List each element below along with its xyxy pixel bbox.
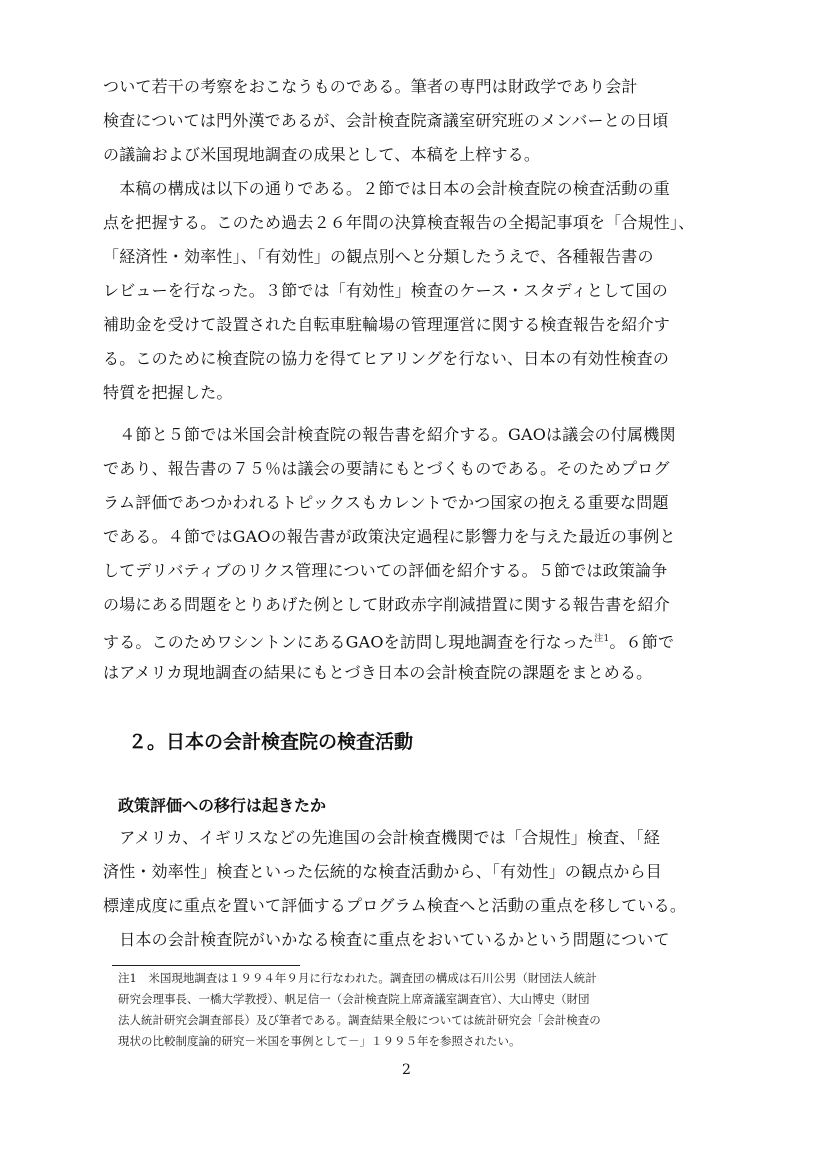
page-number: 2 (402, 1062, 411, 1078)
body-line: の場にある問題をとりあげた例として財政赤字削減措置に関する報告書を紹介 (103, 595, 671, 614)
body-line: 特質を把握した。 (103, 383, 233, 402)
section-line: アメリカ、イギリスなどの先進国の会計検査機関では「合規性」検査、「経 (103, 828, 660, 847)
section-heading: ２。日本の会計検査院の検査活動 (128, 731, 414, 753)
body-line-text: する。このためワシントンにあるGAOを訪問し現地調査を行なった (103, 632, 595, 652)
body-line: 本稿の構成は以下の通りである。２節では日本の会計検査院の検査活動の重 (103, 179, 671, 198)
body-line: はアメリカ現地調査の結果にもとづき日本の会計検査院の課題をまとめる。 (103, 663, 653, 682)
body-line: 補助金を受けて設置された自転車駐輪場の管理運営に関する検査報告を紹介す (103, 315, 671, 334)
body-line: る。このために検査院の協力を得てヒアリングを行ない、日本の有効性検査の (103, 349, 670, 368)
body-line: レビューを行なった。３節では「有効性」検査のケース・スタディとして国の (103, 281, 668, 300)
body-line: ４節と５節では米国会計検査院の報告書を紹介する。GAOは議会の付属機関 (103, 425, 676, 444)
footnote-line: 法人統計研究会調査部長）及び筆者である。調査結果全般については統計研究会「会計検査の (118, 1013, 601, 1027)
footnote-rule (112, 965, 300, 966)
body-line: 点を把握する。このため過去２６年間の決算検査報告の全掲記事項を「合規性」、 (103, 213, 695, 232)
body-line: ついて若干の考察をおこなうものである。筆者の専門は財政学であり会計 (103, 77, 638, 96)
footnote-marker: 注1 (594, 634, 610, 644)
body-line-with-footnote (103, 628, 674, 653)
body-line: 「経済性・効率性」、「有効性」の観点別へと分類したうえで、各種報告書の (103, 247, 654, 266)
body-line: であり、報告書の７５％は議会の要請にもとづくものである。そのためプログ (103, 459, 670, 478)
body-line: ラム評価であつかわれるトピックスもカレントでかつ国家の抱える重要な問題 (103, 493, 669, 512)
section-line: 日本の会計検査院がいかなる検査に重点をおいているかという問題について (103, 930, 670, 949)
body-line: してデリバティブのリクス管理についての評価を紹介する。５節では政策論争 (103, 561, 668, 580)
section-line: 標達成度に重点を置いて評価するプログラム検査へと活動の重点を移している。 (103, 896, 687, 915)
body-line-tail: 。６節で (609, 632, 675, 652)
body-line: 検査については門外漢であるが、会計検査院斎議室研究班のメンバーとの日頃 (103, 111, 669, 130)
subheading: 政策評価への移行は起きたか (118, 796, 327, 815)
footnote-line: 注1 米国現地調査は１９９４年９月に行なわれた。調査団の構成は石川公男（財団法人統計 (118, 971, 597, 985)
footnote-line: 現状の比較制度論的研究－米国を事例として－」１９９５年を参照されたい。 (118, 1034, 521, 1048)
body-line: である。４節ではGAOの報告書が政策決定過程に影響力を与えた最近の事例と (103, 527, 676, 546)
section-line: 済性・効率性」検査といった伝統的な検査活動から、「有効性」の観点から目 (103, 862, 663, 881)
body-line: の議論および米国現地調査の成果として、本稿を上梓する。 (103, 145, 541, 164)
footnote-line: 研究会理事長、一橋大学教授）、帆足信一（会計検査院上席斎議室調査官）、大山博史（財団 (118, 992, 590, 1006)
